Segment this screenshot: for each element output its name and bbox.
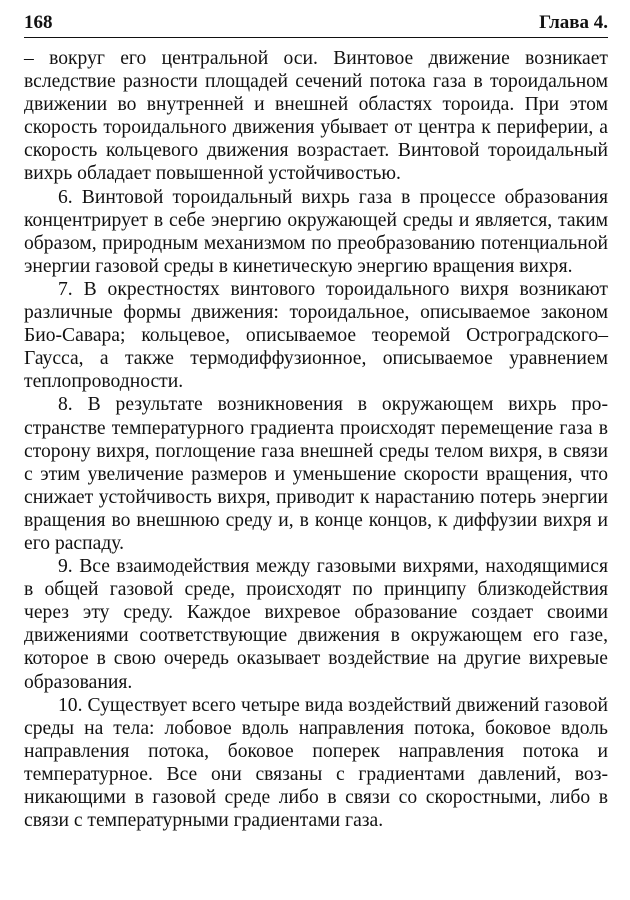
paragraph-9: 9. Все взаимодействия между газовыми вихрями, находящимися в общей газовой среде, происходят по принципу близкодействия через эту среду. Каждое вихревое образование создает своими движениями соответствующие движения в окружающем его газе, которое в свою очередь оказывает воздействие на другие вихревые образования.	[24, 556, 608, 693]
running-header	[24, 10, 608, 34]
page-number: 168	[24, 12, 53, 33]
paragraph-8: 8. В результате возникновения в окружающем вихрь пространстве температурного градиента происходят перемещение газа в сторону вихря, поглощение газа внешней среды телом вихря, в связи с этим увеличение размеров и уменьшение скорости вращения, что снижает устойчивость вихря, приводит к нарастанию потерь энергии вращения во внешнюю среду и, в конце концов, к диффузии вихря и его распаду.	[24, 394, 608, 554]
header-rule	[24, 37, 608, 38]
chapter-title: Глава 4.	[539, 12, 608, 33]
paragraph-10: 10. Существует всего четыре вида воздействий движений газовой среды на тела: лобовое вдоль направления потока, боковое вдоль направления потока, боковое поперек направления потока и температурное. Все они связаны с градиентами давлений, возникающими в газовой среде либо в связи со скоростными, либо в связи с температурными градиентами газа.	[24, 694, 608, 832]
paragraph-7: 7. В окрестностях винтового тороидального вихря возникают различные формы движения: тороидальное, описываемое законом Био-Савара; кольцевое, описываемое теоремой Остроградского–Гаусса, а также термодиффузионное, описываемое уравнением теплопроводности.	[24, 278, 608, 393]
paragraph-6: 6. Винтовой тороидальный вихрь газа в процессе образования концентрирует в себе энергию окружающей среды и является, таким образом, природным механизмом по преобразованию потенциальной энергии газовой среды в кинетическую энергию вращения вихря.	[24, 186, 608, 277]
body-text	[24, 47, 608, 832]
paragraph-continued: – вокруг его центральной оси. Винтовое движение возникает вследствие разности площадей сечений потока газа в тороидальном движении во внутренней и внешней областях тороида. При этом скорость тороидального движения убывает от центра к периферии, а скорость кольцевого движения возрастает. Винтовой тороидальный вихрь обладает повышенной устойчивостью.	[24, 48, 608, 185]
